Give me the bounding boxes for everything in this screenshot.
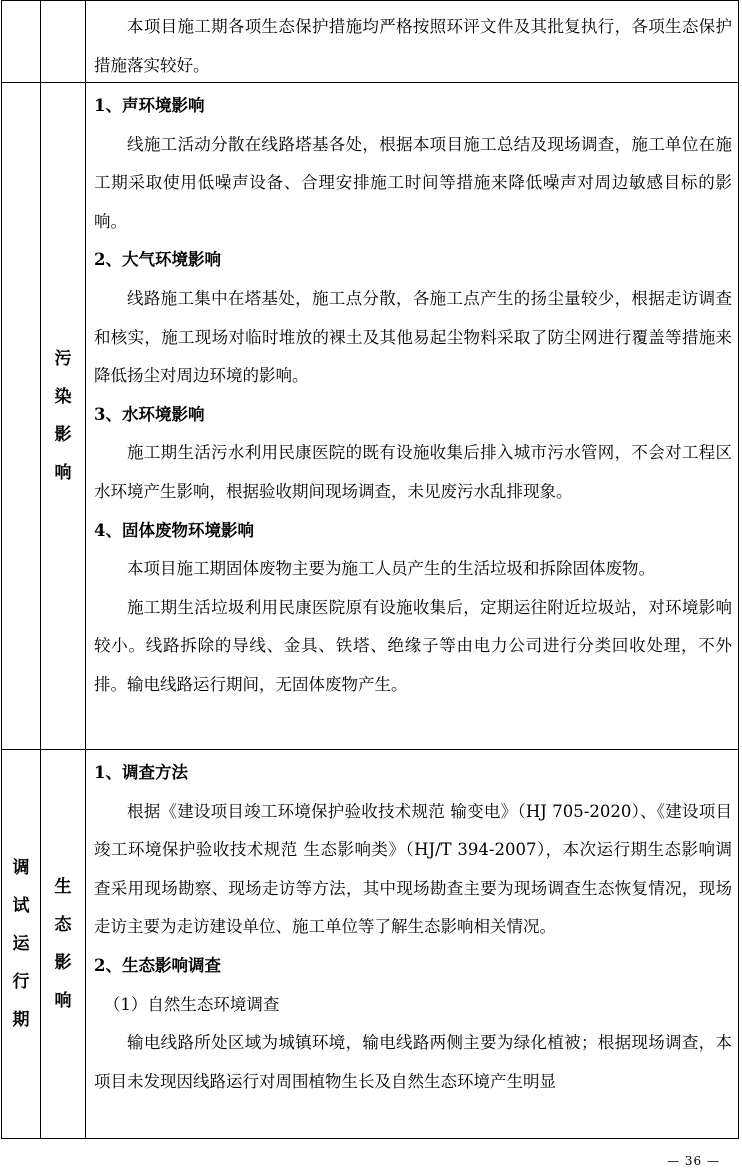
ecological-impact-label [41, 750, 86, 1139]
section-heading: 3、水环境影响 [94, 404, 205, 424]
label-char: 染 [54, 387, 72, 407]
label-char: 期 [12, 1010, 30, 1030]
paragraph: 本项目施工期各项生态保护措施均严格按照环评文件及其批复执行，各项生态保护措施落实较好。 [94, 17, 732, 75]
label-char: 影 [54, 953, 72, 973]
label-char: 运 [12, 934, 30, 954]
section-heading: 2、生态影响调查 [94, 955, 221, 975]
empty-cell [2, 1, 41, 83]
table-row [2, 1, 739, 83]
operation-period-label [2, 750, 41, 1139]
label-char: 试 [12, 896, 30, 916]
section-heading: 1、声环境影响 [94, 96, 205, 115]
label-char: 响 [54, 463, 72, 483]
page-number: — 36 — [667, 1154, 720, 1168]
paragraph: 施工期生活污水利用民康医院的既有设施收集后排入城市污水管网，不会对工程区水环境产生影响，根据验收期间现场调查，未见废污水乱排现象。 [94, 443, 732, 501]
paragraph: 线路施工集中在塔基处，施工点分散，各施工点产生的扬尘量较少，根据走访调查和核实，施工现场对临时堆放的裸土及其他易起尘物料采取了防尘网进行覆盖等措施来降低扬尘对周边环境的影响。 [94, 288, 732, 386]
content-cell [86, 1, 739, 83]
label-char: 影 [54, 425, 72, 445]
section-heading: 2、大气环境影响 [94, 250, 221, 270]
report-table [1, 0, 739, 1139]
empty-cell [41, 1, 86, 83]
paragraph: 根据《建设项目竣工环境保护验收技术规范 输变电》（HJ 705-2020）、《建设项目竣工环境保护验收技术规范 生态影响类》（HJ/T 394-2007），本次运行期生态影响调查采用现场勘察、现场走访等方法，其中现场勘查主要为现场调查生态恢复情况，现场走访主要为走访建设单位、施工单位等了解生态影响相关情况。 [94, 801, 732, 937]
paragraph: 施工期生活垃圾利用民康医院原有设施收集后，定期运往附近垃圾站，对环境影响较小。线路拆除的导线、金具、铁塔、绝缘子等由电力公司进行分类回收处理，不外排。输电线路运行期间，无固体废物产生。 [94, 597, 732, 694]
label-char: 调 [12, 858, 30, 878]
label-char: 生 [54, 877, 72, 897]
content-cell [86, 750, 739, 1139]
paragraph: 线施工活动分散在线路塔基各处，根据本项目施工总结及现场调查，施工单位在施工期采取使用低噪声设备、合理安排施工时间等措施来降低噪声对周边敏感目标的影响。 [94, 134, 732, 231]
empty-cell [2, 83, 41, 750]
label-char: 行 [12, 972, 30, 992]
subheading: （1）自然生态环境调查 [103, 994, 280, 1014]
paragraph: 本项目施工期固体废物主要为施工人员产生的生活垃圾和拆除固体废物。 [127, 559, 655, 579]
label-char: 响 [54, 991, 72, 1011]
pollution-impact-label [41, 83, 86, 750]
table-row [2, 83, 739, 750]
paragraph: 输电线路所处区域为城镇环境，输电线路两侧主要为绿化植被；根据现场调查，本项目未发现因线路运行对周围植物生长及自然生态环境产生明显 [94, 1033, 732, 1091]
label-char: 态 [54, 915, 72, 935]
label-char: 污 [54, 349, 72, 369]
table-row [2, 750, 739, 1139]
section-heading: 1、调查方法 [94, 763, 188, 782]
section-heading: 4、固体废物环境影响 [94, 520, 254, 540]
content-cell [86, 83, 739, 750]
